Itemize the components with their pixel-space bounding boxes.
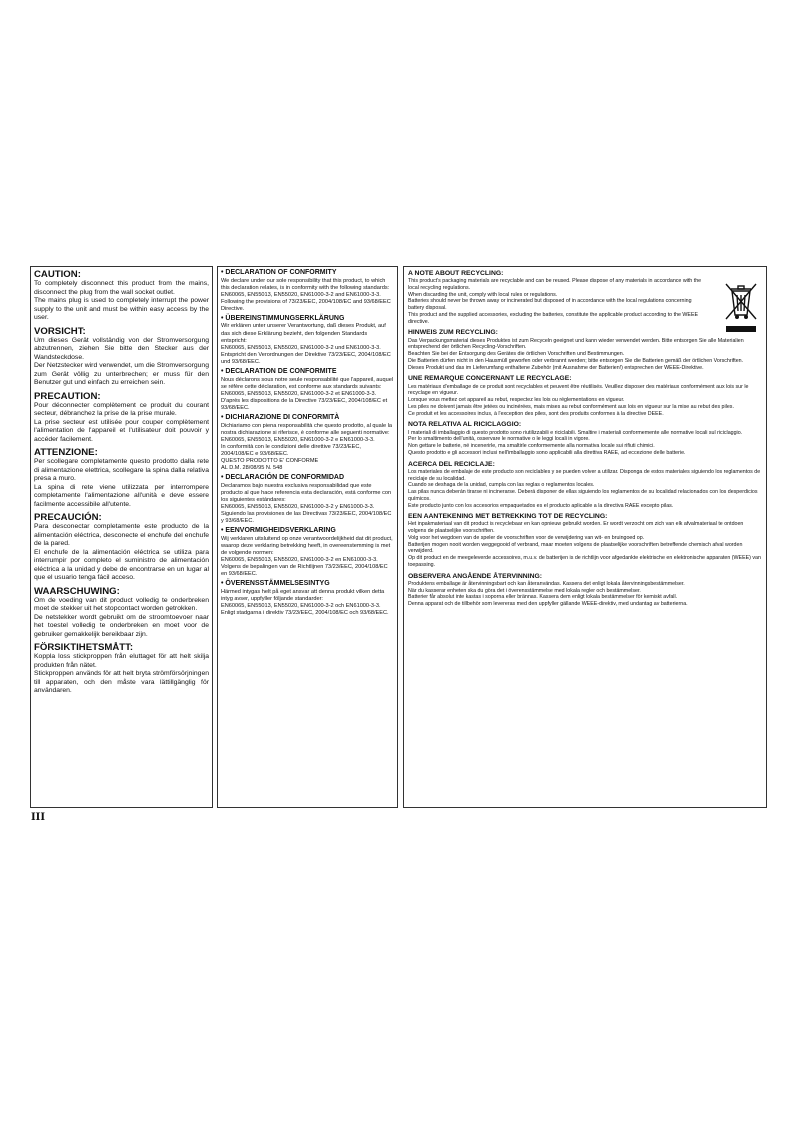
section <box>221 414 394 472</box>
section <box>408 461 762 510</box>
section-paragraph: The mains plug is used to completely interrupt the power supply to the unit and must be within easy access by the user. <box>34 297 209 321</box>
section <box>408 329 762 371</box>
section-paragraph: QUESTO PRODOTTO E' CONFORME <box>221 457 319 464</box>
section-paragraph: Cuando se deshaga de la unidad, cumpla con las reglas o reglamentos locales. <box>408 482 595 489</box>
section-heading: A NOTE ABOUT RECYCLING: <box>408 270 504 277</box>
section-paragraph: Following the provisions of 73/23/EEC, 2004/108/EC and 93/68/EEC Directive. <box>221 298 391 312</box>
section-paragraph: Lorsque vous mettez cet appareil au rebut, respectez les lois ou réglementations en vigueur. <box>408 397 625 404</box>
section-paragraph: I materiali di imballaggio di questo prodotto sono riutilizzabili e riciclabili. Smaltire i materiali conformemente alle normative locali sul riciclaggio. <box>408 429 743 436</box>
section-heading: • DECLARATION OF CONFORMITY <box>221 269 394 278</box>
section-heading: ACERCA DEL RECICLAJE: <box>408 460 495 468</box>
section-paragraph: EN60065, EN55013, EN55020, EN61000-3-2 and EN61000-3-3. <box>221 291 381 298</box>
section-paragraph: To completely disconnect this product from the mains, disconnect the plug from the wall socket outlet. <box>34 280 209 296</box>
section-paragraph: Per scollegare completamente questo prodotto dalla rete di alimentazione elettrica, scollegare la spina dalla relativa presa a muro. <box>34 458 209 482</box>
section-paragraph: Questo prodotto e gli accessori inclusi nell'imballaggio sono applicabili alla direttiva RAEE, ad eccezione delle batterie. <box>408 449 686 456</box>
section <box>221 474 394 525</box>
section-paragraph: Pour déconnecter complètement ce produit du courant secteur, débranchez la prise de la prise murale. <box>34 401 209 417</box>
section <box>408 375 762 417</box>
section-paragraph: Les piles ne doivent jamais être jetées ou incinérées, mais mises au rebut conformément aux lois en vigueur sur la mise au rebut des piles. <box>408 403 734 410</box>
section-paragraph: Este producto junto con los accesorios empaquetados es el producto aplicable a la directiva RAEE excepto pilas. <box>408 502 674 509</box>
section-heading: WAARSCHUWING: <box>34 585 120 597</box>
section <box>408 421 762 456</box>
section <box>408 513 762 568</box>
weee-crossed-bin-icon <box>723 281 759 333</box>
section-paragraph: Härmed intygas helt på eget ansvar att denna produkt vilken detta intyg avser, uppfyller följande standarder: <box>221 588 385 602</box>
section-paragraph: EN60065, EN55013, EN55020, EN61000-3-2 et EN61000-3-3. <box>221 390 377 397</box>
section-paragraph: La prise secteur est utilisée pour couper complètement l'alimentation de l'appareil et l'utilisateur doit pouvoir y accéder facilement. <box>34 418 209 443</box>
section-paragraph: Koppla loss stickproppen från eluttaget för att helt skilja produkten från nätet. <box>34 653 209 669</box>
section-paragraph: De netstekker wordt gebruikt om de stroomtoevoer naar het toestel volledig te onderbreken en moet voor de gebruiker gemakkelijk bereikbaar zijn. <box>34 613 209 638</box>
section-heading: VORSICHT: <box>34 325 86 337</box>
section-heading: OBSERVERA ANGÅENDE ÅTERVINNING: <box>408 572 543 580</box>
section-heading: PRECAUTION: <box>34 390 101 402</box>
section-paragraph: Der Netzstecker wird verwendet, um die Stromversorgung zum Gerät völlig zu unterbrechen; er muss für den Benutzer gut und einfach zu erreichen sein. <box>34 362 209 386</box>
section-paragraph: Batteries should never be thrown away or incinerated but disposed of in accordance with the local regulations concerning battery disposal. <box>408 298 692 312</box>
section-paragraph: In conformità con le condizioni delle direttive 73/23/EEC, 2004/108/EC e 93/68/EEC. <box>221 443 361 457</box>
section-paragraph: EN60065, EN55013, EN55020, EN61000-3-2 en EN61000-3-3. <box>221 557 378 563</box>
section-paragraph: Produktens emballage är återvinningsbart och kan återanvändas. Kassera det enligt lokala återvinningsbestämmelser. <box>408 580 685 587</box>
section <box>221 368 394 412</box>
section-heading: FÖRSIKTIHETSMÅTT: <box>34 642 134 653</box>
section-paragraph: Nous déclarons sous notre seule responsabilité que l'appareil, auquel se réfère cette déclaration, est conforme aux standards suivants: <box>221 376 394 390</box>
section <box>221 269 394 313</box>
section <box>34 391 209 445</box>
section <box>34 447 209 509</box>
section <box>34 326 209 388</box>
section-paragraph: EN60065, EN55013, EN55020, EN61000-3-2 e EN61000-3-3. <box>221 436 375 443</box>
section-paragraph: Batterier får absolut inte kastas i soporna eller brännas. Kassera dem enligt lokala bestämmelser för kemiskt avfall. <box>408 594 678 601</box>
section-paragraph: Um dieses Gerät vollständig von der Stromversorgung abzutrennen, ziehen Sie bitte den Stecker aus der Wandsteckdose. <box>34 336 209 361</box>
declaration-column <box>217 266 398 808</box>
section-paragraph: Wir erklären unter unserer Verantwortung, daß dieses Produkt, auf das sich diese Erklärung bezieht, den folgenden Standards entspricht: <box>221 323 386 344</box>
section-heading: NOTA RELATIVA AL RICICLAGGIO: <box>408 421 522 429</box>
section-paragraph: El enchufe de la alimentación eléctrica se utiliza para interrumpir por completo el suministro de alimentación eléctrica a la unidad y debe de encontrarse en un lugar al que el usuario tenga fácil acceso. <box>34 548 209 581</box>
section-heading: UNE REMARQUE CONCERNANT LE RECYCLAGE: <box>408 375 572 383</box>
section-heading: HINWEIS ZUM RECYCLING: <box>408 329 498 337</box>
section <box>34 642 209 696</box>
section-paragraph: Las pilas nunca deberán tirarse ni incinerarse. Deberá disponer de ellas siguiendo los reglamentos de su localidad relacionados con los desperdicios químicos. <box>408 489 758 502</box>
section-paragraph: Om de voeding van dit product volledig te onderbreken moet de stekker uit het stopcontact worden getrokken. <box>34 596 209 612</box>
section-heading: ATTENZIONE: <box>34 447 98 458</box>
section <box>34 512 209 583</box>
section-paragraph: Das Verpackungsmaterial dieses Produktes ist zum Recyceln geeignet und kann wieder verwendet werden. Bitte entsorgen Sie alle Materialien entsprechend der örtlichen Recycling-Vorschriften. <box>408 337 744 351</box>
section-paragraph: This product's packaging materials are recyclable and can be reused. Please dispose of any materials in accordance with the local recycling regulations. <box>408 278 702 291</box>
section-paragraph: This product and the supplied accessories, excluding the batteries, constitute the applicable product according to the WEEE directive. <box>408 311 699 325</box>
section-heading: • DECLARATION DE CONFORMITE <box>221 368 394 377</box>
section-paragraph: Dieses Produkt und das im Lieferumfang enthaltene Zubehör (mit Ausnahme der Batterien!) entsprechen der WEEE-Direktive. <box>408 364 704 371</box>
section <box>408 270 762 325</box>
section-paragraph: Batterijen mogen nooit worden weggegooid of verbrand, maar moeten volgens de plaatselijke voorschriften betreffende chemisch afval worden verwijderd. <box>408 541 743 555</box>
section <box>221 580 394 617</box>
section-paragraph: När du kasserar enheten ska du göra det i överensstämmelse med lokala regler och bestämmelser. <box>408 587 641 594</box>
section-paragraph: Los materiales de embalaje de este producto son reciclables y se pueden volver a utilizar. Disponga de estos materiales siguiendo los reglamentos de reciclaje de su localidad. <box>408 468 761 482</box>
section-paragraph: Op dit product en de meegeleverde accessoires, m.u.v. de batterijen is de richtlijn voor afgedankte elektrische en elektronische apparaten (WEEE) van toepassing. <box>408 555 761 568</box>
section-paragraph: D'après les dispositions de la Directive 73/23/EEC, 2004/108/EC et 93/68/EEC. <box>221 397 388 411</box>
section-paragraph: Siguiendo las provisiones de las Directivas 73/23/EEC, 2004/108/EC y 93/68/EEC. <box>221 511 392 525</box>
section-heading: CAUTION: <box>34 269 81 280</box>
section-heading: EEN AANTEKENING MET BETREKKING TOT DE RECYCLING: <box>408 513 608 521</box>
section-heading: • EENVORMIGHEIDSVERKLARING <box>221 527 394 536</box>
section-paragraph: Beachten Sie bei der Entsorgung des Gerätes die örtlichen Vorschriften und Bestimmungen. <box>408 351 625 358</box>
section <box>34 269 209 323</box>
section-heading: • DICHIARAZIONE DI CONFORMITÀ <box>221 414 394 423</box>
section-paragraph: Para desconectar completamente este producto de la alimentación eléctrica, desconecte el enchufe del enchufe de la pared. <box>34 523 209 547</box>
section-heading: PRECAUCIÓN: <box>34 512 102 523</box>
section-paragraph: AL D.M. 28/08/95 N. 548 <box>221 465 283 472</box>
section-paragraph: EN60065, EN55013, EN55020, EN61000-3-2 och EN61000-3-3. Enligt stadgarna i direktiv 73/23/EEC, 2004/108/EC och 93/68/EEC. <box>221 602 389 617</box>
section-paragraph: Volgens de bepalingen van de Richtlijnen 73/23/EEC, 2004/108/EC en 93/68/EEC. <box>221 564 388 578</box>
section-paragraph: Les matériaux d'emballage de ce produit sont recyclables et peuvent être réutilisés. Veuillez disposer des matériaux conformément aux lois sur le recyclage en vigueur. <box>408 383 749 397</box>
section-paragraph: Volg voor het wegdoen van de speler de voorschriften voor de verwijdering van wit- en bruingoed op. <box>408 534 645 541</box>
caution-column <box>30 266 213 808</box>
section-paragraph: EN60065, EN55013, EN55020, EN61000-3-2 y EN61000-3-3. <box>221 503 375 510</box>
section <box>408 573 762 608</box>
section-paragraph: Per lo smaltimento dell'unità, osservare le normative o le leggi locali in vigore. <box>408 436 590 443</box>
section-paragraph: Het inpakmateriaal van dit product is recyclebaar en kan opnieuw gebruikt worden. Er wordt verzocht om zich van elk afvalmateriaal te ontdoen volgens de plaatselijke voorschriften. <box>408 521 744 535</box>
section-paragraph: La spina di rete viene utilizzata per interrompere completamente l'alimentazione all'unità e deve essere facilmente accessibile all'utente. <box>34 483 209 508</box>
section <box>34 586 209 640</box>
section <box>221 315 394 366</box>
section-paragraph: Dichiariamo con piena responsabilità che questo prodotto, al quale la nostra dichiarazione si riferisce, è conforme alle seguenti normative: <box>221 422 393 436</box>
page-number: III <box>31 812 46 823</box>
section-heading: • DECLARACIÓN DE CONFORMIDAD <box>221 474 394 483</box>
section-paragraph: Non gettare le batterie, né incenerirle, ma smaltirle conformemente alla normativa locale sui rifiuti chimici. <box>408 443 655 450</box>
section-paragraph: Declaramos bajo nuestra exclusiva responsabilidad que este producto al que hace referencia esta declaración, está conforme con los siguientes estándares: <box>221 482 392 503</box>
section-paragraph: When discarding the unit, comply with local rules or regulations. <box>408 291 558 298</box>
section-paragraph: Stickproppen används för att helt bryta strömförsörjningen till apparaten, och den måste vara lättillgänglig för användaren. <box>34 670 209 694</box>
section-paragraph: Wij verklaren uitsluitend op onze verantwoordelijkheid dat dit product, waarop deze verklaring betrekking heeft, in overeenstemming is met de volgende normen: <box>221 535 393 556</box>
section-paragraph: Entspricht den Verordnungen der Direktive 73/23/EEC, 2004/108/EC und 93/68/EEC. <box>221 351 391 365</box>
recycling-column <box>403 266 767 808</box>
section-paragraph: Denna apparat och de tillbehör som levereras med den uppfyller gällande WEEE-direktiv, med undantag av batterierna. <box>408 601 688 608</box>
section-paragraph: We declare under our sole responsibility that this product, to which this declaration relates, is in conformity with the following standards: <box>221 277 390 291</box>
section-heading: • ÜBEREINSTIMMUNGSERKLÄRUNG <box>221 315 394 324</box>
section-paragraph: Ce produit et les accessoires inclus, à l'exception des piles, sont des produits conformes à la directive DEEE. <box>408 410 664 417</box>
section-heading: • ÖVERENSSTÄMMELSESINTYG <box>221 580 394 589</box>
section <box>221 527 394 578</box>
section-paragraph: Die Batterien dürfen nicht in den Hausmüll geworfen oder verbrannt werden; bitte entsorgen Sie die Batterien gemäß der örtlichen Vorschriften. <box>408 357 744 364</box>
section-paragraph: EN60065, EN55013, EN55020, EN61000-3-2 und EN61000-3-3. <box>221 344 381 351</box>
